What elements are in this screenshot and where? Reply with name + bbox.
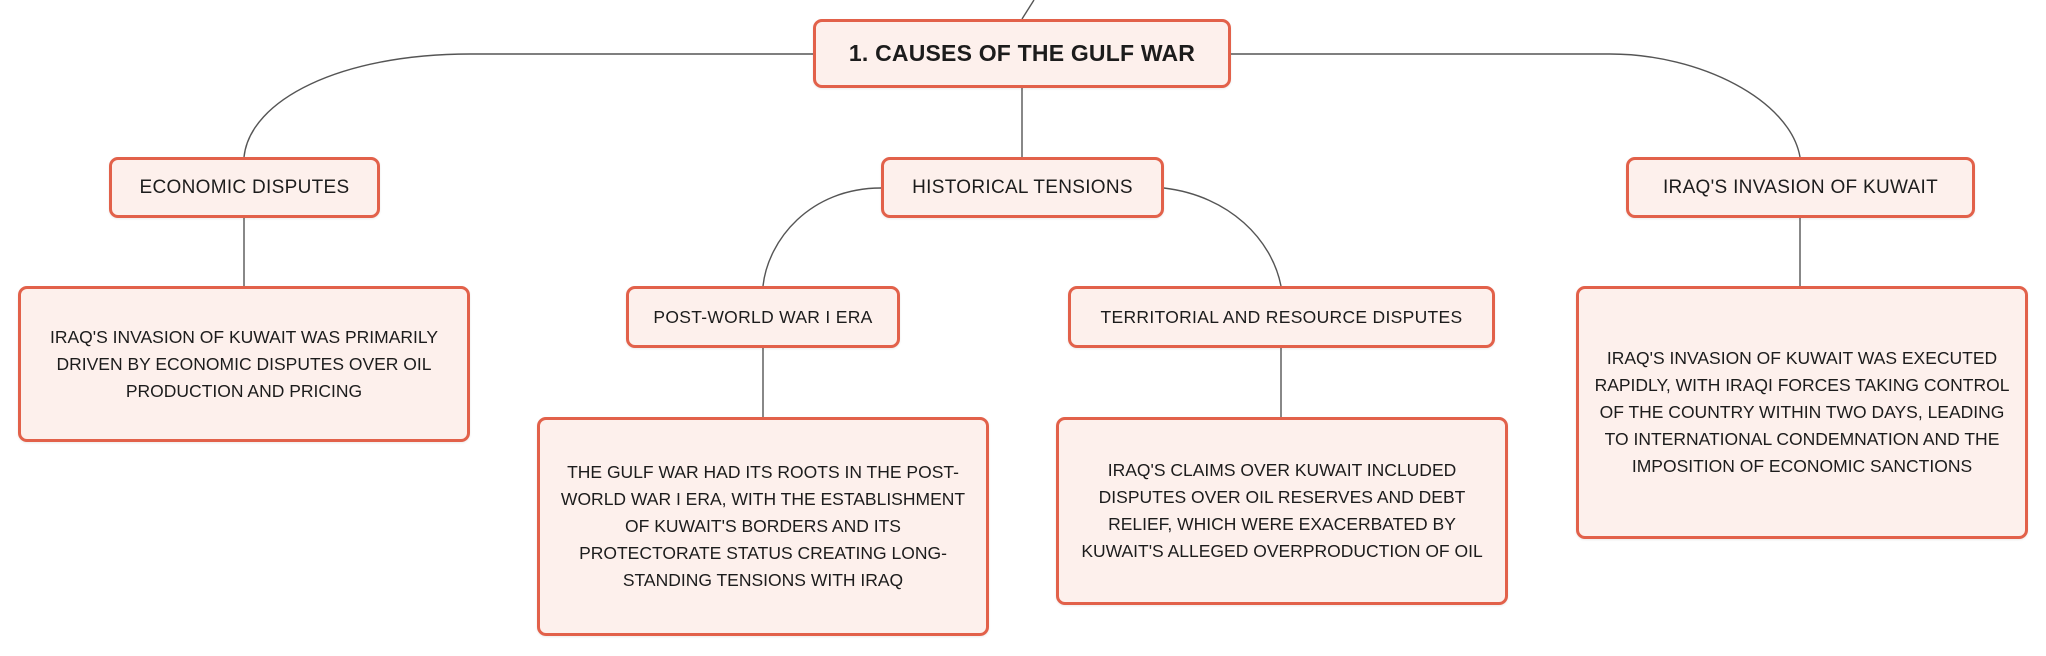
topic-historical-tensions[interactable] (881, 157, 1164, 218)
connector-parent-to-root (1022, 0, 1034, 19)
connector-historical-to-territorial (1164, 188, 1281, 286)
topic-economic-disputes[interactable] (109, 157, 380, 218)
root-title: 1. CAUSES OF THE GULF WAR (848, 40, 1196, 66)
description-text: IRAQ'S INVASION OF KUWAIT WAS EXECUTED RAPIDLY, WITH IRAQI FORCES TAKING CONTROL OF THE COUNTRY WITHIN TWO DAYS, LEADING TO INTERNATIONAL CONDEMNATION AND THE IMPOSITION OF ECONOMIC SANCTIONS (1594, 348, 2010, 476)
connector-historical-to-postww (763, 188, 881, 286)
topic-label: HISTORICAL TENSIONS (912, 176, 1133, 198)
subtopic-label: POST-WORLD WAR I ERA (653, 306, 873, 327)
topic-iraq-invasion-of-kuwait[interactable] (1626, 157, 1975, 218)
topic-label: ECONOMIC DISPUTES (139, 176, 350, 198)
description-text: IRAQ'S CLAIMS OVER KUWAIT INCLUDED DISPUTES OVER OIL RESERVES AND DEBT RELIEF, WHICH WERE EXACERBATED BY KUWAIT'S ALLEGED OVERPRODUCTION OF OIL (1081, 460, 1483, 561)
description-post-world-war-i-era[interactable] (537, 417, 989, 636)
description-text: IRAQ'S INVASION OF KUWAIT WAS PRIMARILY DRIVEN BY ECONOMIC DISPUTES OVER OIL PRODUCTION AND PRICING (49, 326, 439, 401)
subtopic-label: TERRITORIAL AND RESOURCE DISPUTES (1100, 306, 1463, 327)
topic-label: IRAQ'S INVASION OF KUWAIT (1662, 176, 1939, 198)
description-economic-disputes[interactable] (18, 286, 470, 442)
connector-root-to-economic (244, 54, 813, 157)
description-text: THE GULF WAR HAD ITS ROOTS IN THE POST-WORLD WAR I ERA, WITH THE ESTABLISHMENT OF KUWAIT'S BORDERS AND ITS PROTECTORATE STATUS CREATING LONG-STANDING TENSIONS WITH IRAQ (560, 462, 966, 590)
subtopic-post-world-war-i-era[interactable] (626, 286, 900, 348)
connector-root-to-invasion (1231, 54, 1800, 157)
root-node[interactable] (813, 19, 1231, 88)
description-territorial-and-resource-disputes[interactable] (1056, 417, 1508, 605)
description-iraq-invasion-of-kuwait[interactable] (1576, 286, 2028, 539)
subtopic-territorial-and-resource-disputes[interactable] (1068, 286, 1495, 348)
